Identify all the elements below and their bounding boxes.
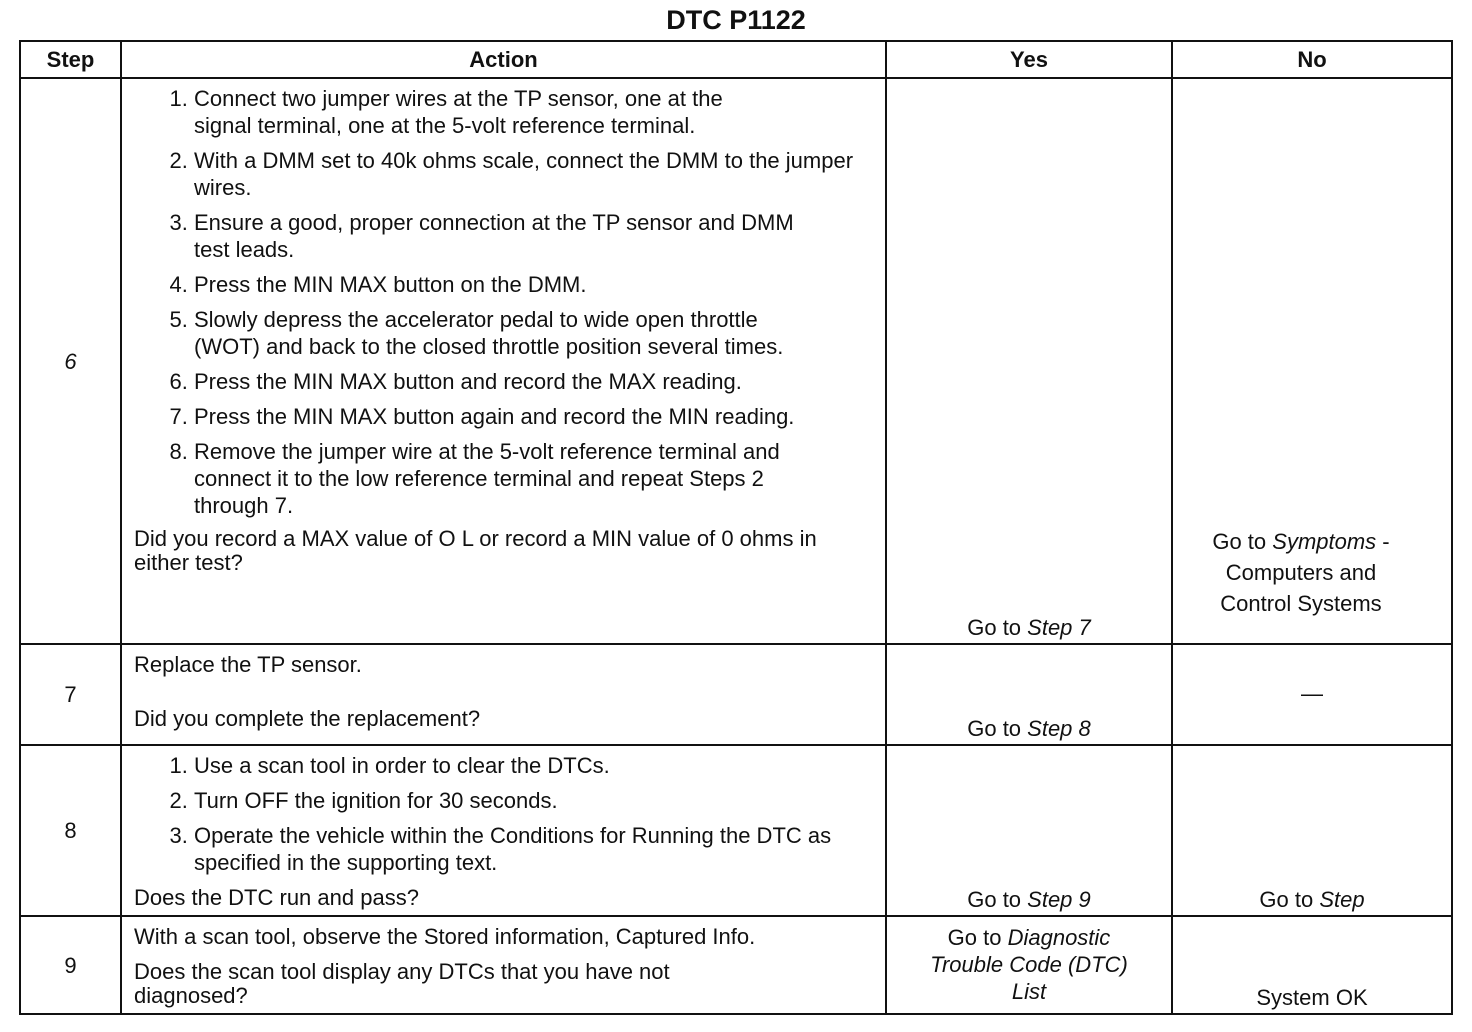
yes-step-link[interactable]: Step 8 <box>1027 716 1091 741</box>
header-no: No <box>1172 41 1452 78</box>
no-suffix: - Computers and Control Systems <box>1220 529 1390 616</box>
no-symptoms-link[interactable]: Symptoms <box>1272 529 1377 554</box>
yes-prefix: Go to <box>967 615 1028 640</box>
table-row <box>20 916 1452 1014</box>
no-prefix: Go to <box>1212 529 1273 554</box>
no-dash: — <box>1301 681 1323 706</box>
no-cell <box>1172 644 1452 745</box>
yes-dtc-list-link[interactable]: Diagnostic Trouble Code (DTC) List <box>930 924 1128 1004</box>
table-row <box>20 644 1452 745</box>
list-item: 5. Slowly depress the accelerator pedal to wide open throttle (WOT) and back to the closed throttle position several times. <box>194 306 875 360</box>
list-item: 7. Press the MIN MAX button again and record the MIN reading. <box>194 403 875 430</box>
yes-prefix: Go to <box>967 887 1028 912</box>
action-question: Did you complete the replacement? <box>134 706 481 731</box>
yes-prefix: Go to <box>947 924 1008 950</box>
list-item: 1. Use a scan tool in order to clear the DTCs. <box>194 752 875 779</box>
yes-step-link[interactable]: Step 7 <box>1027 615 1091 640</box>
list-item: 2. With a DMM set to 40k ohms scale, connect the DMM to the jumper wires. <box>194 147 875 201</box>
action-question: Did you record a MAX value of O L or record a MIN value of 0 ohms in either test? <box>134 526 817 575</box>
yes-prefix: Go to <box>967 716 1028 741</box>
action-cell <box>121 644 886 745</box>
document-title: DTC P1122 <box>666 5 806 35</box>
action-text: Replace the TP sensor. <box>134 652 362 677</box>
no-system-ok: System OK <box>1256 985 1368 1010</box>
header-action: Action <box>121 41 886 78</box>
list-item: 6. Press the MIN MAX button and record the MAX reading. <box>194 368 875 395</box>
yes-cell <box>886 644 1172 745</box>
no-prefix: Go to <box>1259 887 1320 912</box>
table-header-row <box>20 41 1452 78</box>
list-item: 3. Ensure a good, proper connection at the TP sensor and DMM test leads. <box>194 209 875 263</box>
action-text: With a scan tool, observe the Stored information, Captured Info. <box>134 924 756 949</box>
step-number: 6 <box>20 78 121 644</box>
table-row <box>20 745 1452 916</box>
header-yes: Yes <box>886 41 1172 78</box>
diagnostic-table <box>19 40 1453 1015</box>
no-cell <box>1172 745 1452 916</box>
yes-cell <box>886 745 1172 916</box>
list-item: 8. Remove the jumper wire at the 5-volt reference terminal and connect it to the low reference terminal and repeat Steps 2 through 7. <box>194 438 875 519</box>
action-question: Does the DTC run and pass? <box>134 885 419 910</box>
step-number: 9 <box>20 916 121 1014</box>
header-step: Step <box>20 41 121 78</box>
step-number: 7 <box>20 644 121 745</box>
action-question: Does the scan tool display any DTCs that you have not diagnosed? <box>134 959 670 1008</box>
action-list <box>134 85 875 519</box>
action-cell <box>121 745 886 916</box>
list-item: 1. Connect two jumper wires at the TP sensor, one at the signal terminal, one at the 5-volt reference terminal. <box>194 85 875 139</box>
yes-step-link[interactable]: Step 9 <box>1027 887 1091 912</box>
step-number: 8 <box>20 745 121 916</box>
list-item: 4. Press the MIN MAX button on the DMM. <box>194 271 875 298</box>
yes-cell <box>886 916 1172 1014</box>
list-item: 3. Operate the vehicle within the Conditions for Running the DTC as specified in the supporting text. <box>194 822 875 876</box>
no-cell <box>1172 916 1452 1014</box>
action-cell <box>121 78 886 644</box>
no-cell <box>1172 78 1452 644</box>
list-item: 2. Turn OFF the ignition for 30 seconds. <box>194 787 875 814</box>
no-step-link[interactable]: Step <box>1319 887 1365 912</box>
action-list <box>134 752 875 876</box>
table-row <box>20 78 1452 644</box>
yes-cell <box>886 78 1172 644</box>
action-cell <box>121 916 886 1014</box>
